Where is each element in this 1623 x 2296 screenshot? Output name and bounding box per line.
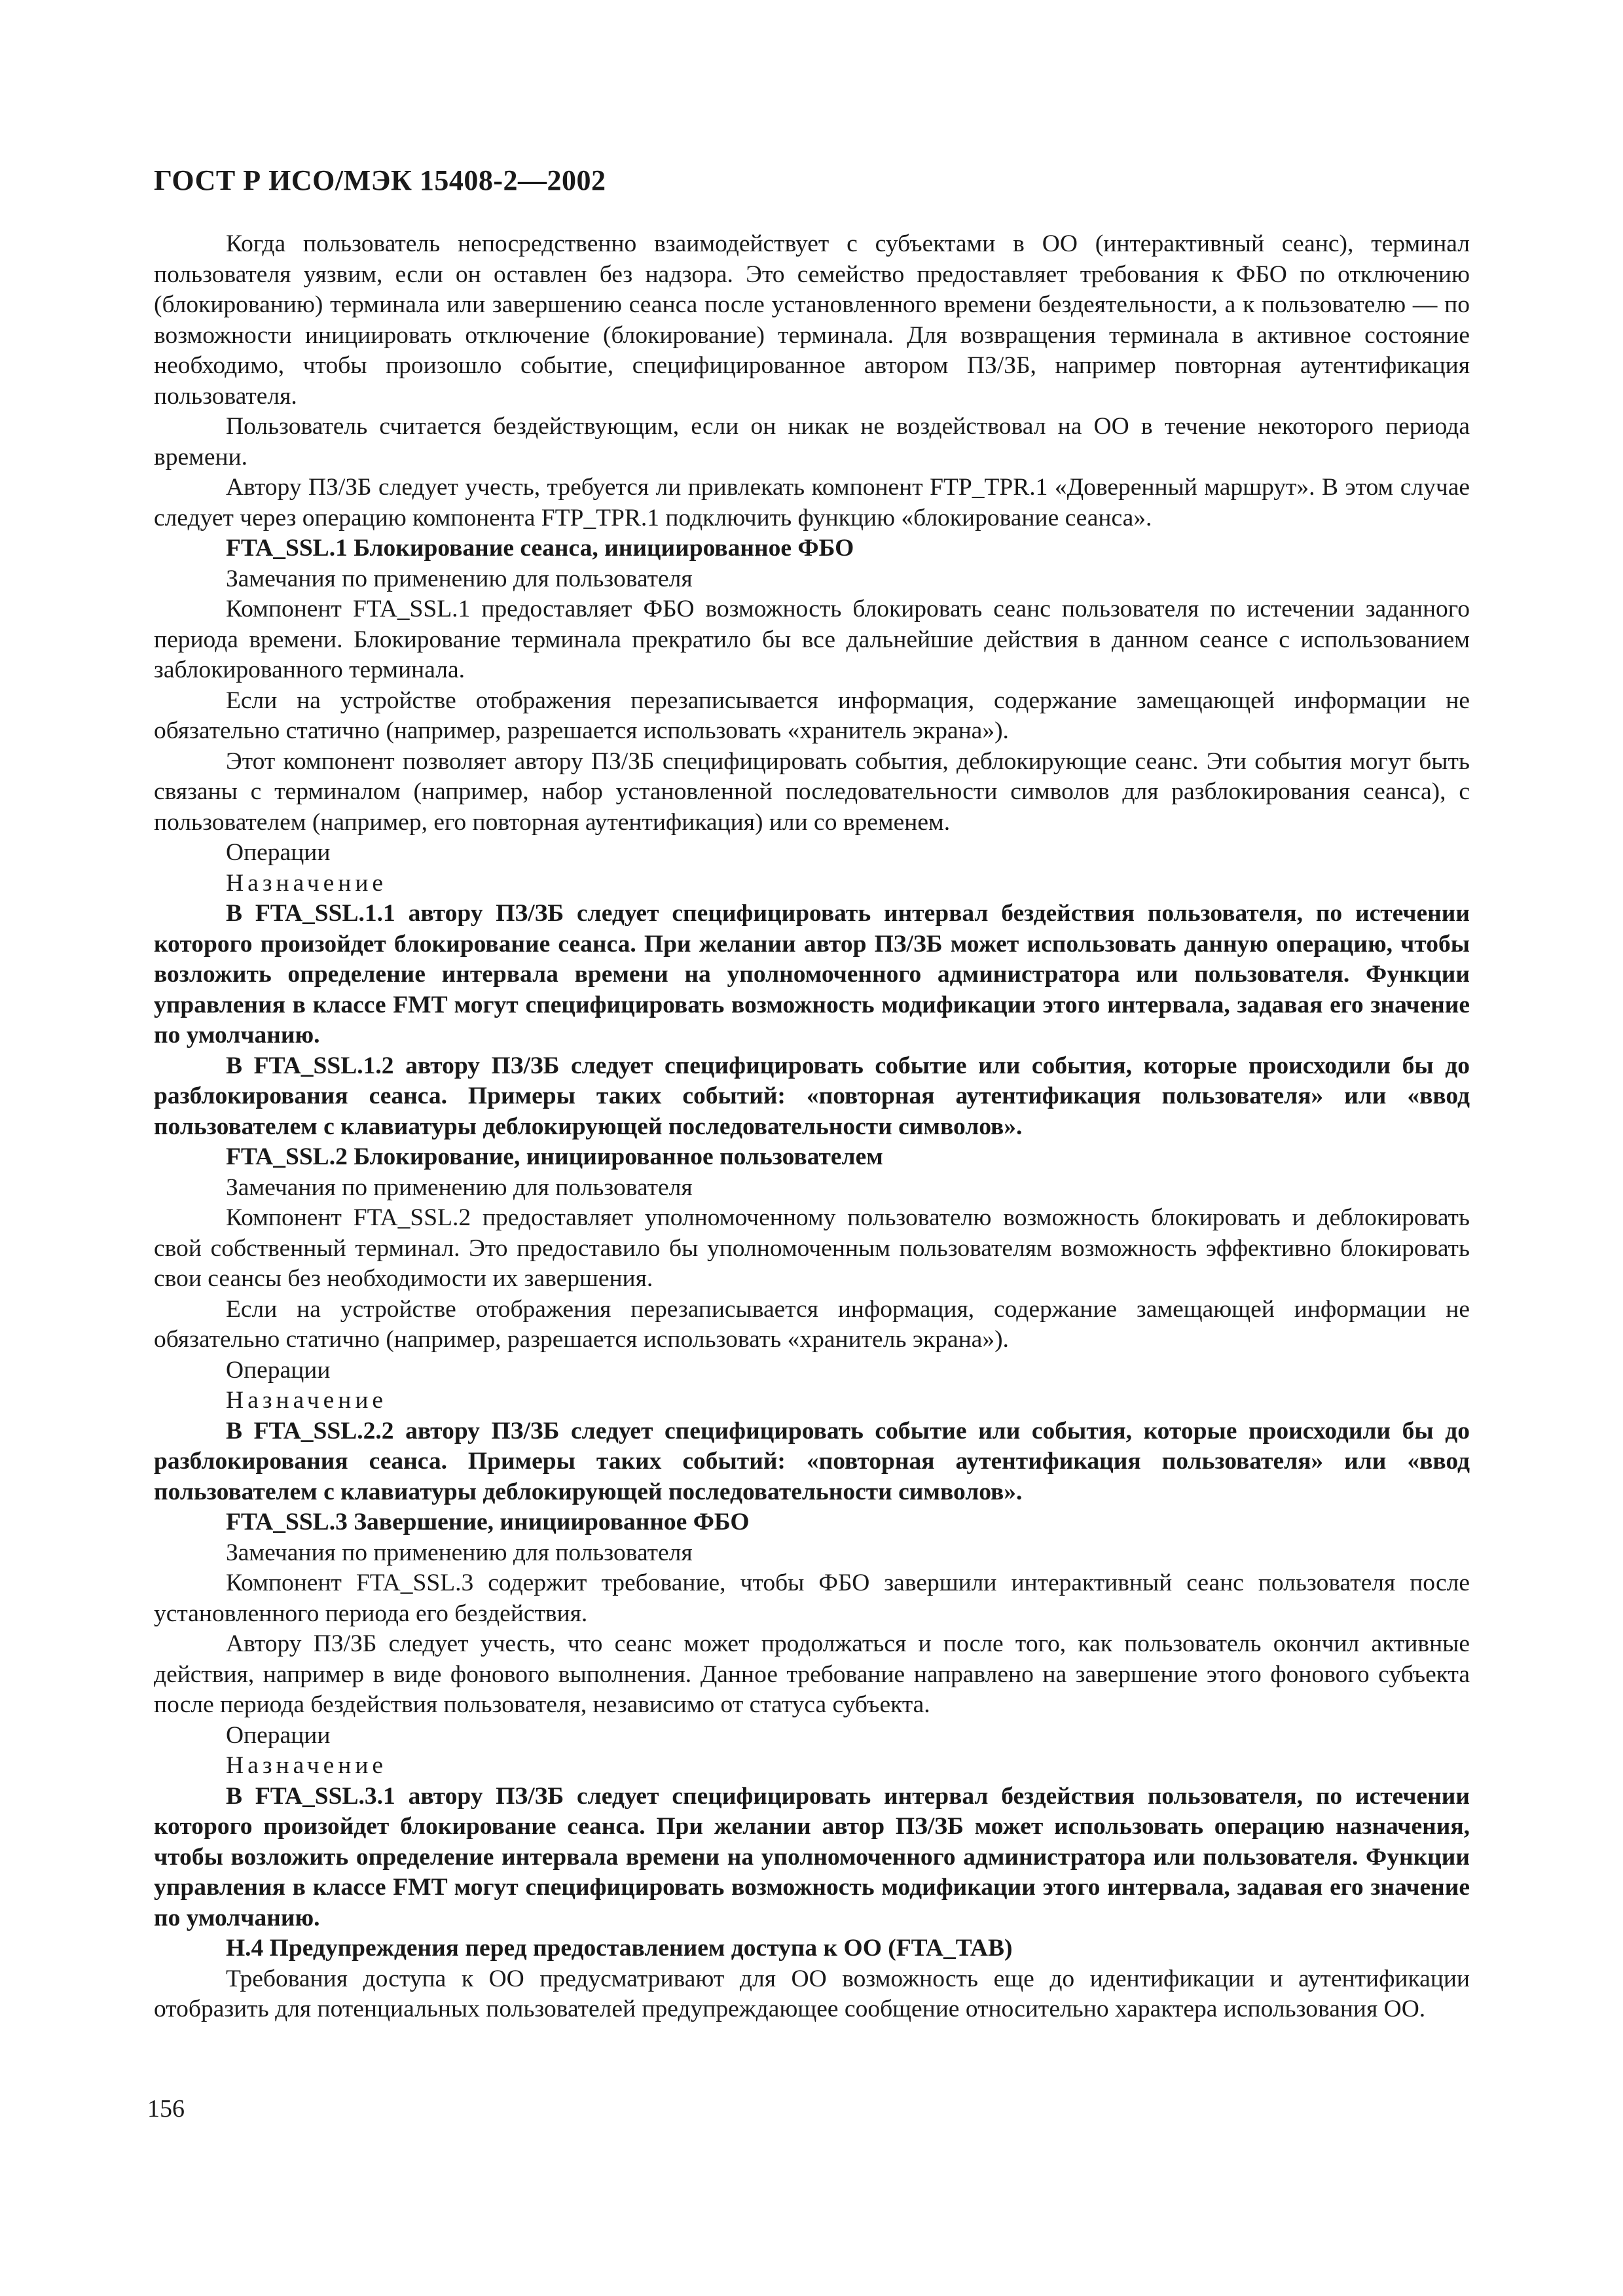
body-paragraph: Автору ПЗ/ЗБ следует учесть, что сеанс может продолжаться и после того, как пользователь окончил активные действия, например в виде фонового выполнения. Данное требование направлено на завершение этого фонового субъекта после периода бездействия пользователя, независимо от статуса субъекта. [154, 1630, 1470, 1718]
body-paragraph: Замечания по применению для пользователя [226, 565, 693, 592]
body-paragraph: Пользователь считается бездействующим, если он никак не воздействовал на ОО в течение некоторого периода времени. [154, 413, 1470, 471]
body-paragraph: Если на устройстве отображения перезаписывается информация, содержание замещающей информации не обязательно статично (например, разрешается использовать «хранитель экрана»). [154, 1295, 1470, 1353]
body-paragraph: Компонент FTA_SSL.1 предоставляет ФБО возможность блокировать сеанс пользователя по истечении заданного периода времени. Блокирование терминала прекратило бы все дальнейшие действия в данном сеансе с использованием заблокированного терминала. [154, 596, 1470, 683]
bold-paragraph: В FTA_SSL.1.1 автору ПЗ/ЗБ следует специфицировать интервал бездействия пользователя, по истечении которого произойдет блокирование сеанса. При желании автор ПЗ/ЗБ может использовать данную операцию, чтобы возложить определение интервала времени на уполномоченного администратора или пользователя. Функции управления в классе FMT могут специфицировать возможность модификации этого интервала, задавая его значение по умолчанию. [154, 900, 1470, 1049]
body-paragraph: Операции [226, 1356, 331, 1384]
body-paragraph: Требования доступа к ОО предусматривают для ОО возможность еще до идентификации и аутентификации отобразить для потенциальных пользователей предупреждающее сообщение относительно характера использования ОО. [154, 1965, 1470, 2022]
spaced-heading: Назначение [226, 1387, 388, 1414]
body-paragraph: Автору ПЗ/ЗБ следует учесть, требуется ли привлекать компонент FTP_TPR.1 «Доверенный маршрут». В этом случае следует через операцию компонента FTP_TPR.1 подключить функцию «блокирование сеанса». [154, 474, 1470, 531]
body-paragraph: Когда пользователь непосредственно взаимодействует с субъектами в ОО (интерактивный сеанс), терминал пользователя уязвим, если он оставлен без надзора. Это семейство предоставляет требования к ФБО по отключению (блокированию) терминала или завершению сеанса после установленного времени бездеятельности, а к пользователю — по возможности инициировать отключение (блокирование) терминала. Для возвращения терминала в активное состояние необходимо, чтобы произошло событие, специфицированное автором ПЗ/ЗБ, например повторная аутентификация пользователя. [154, 230, 1470, 410]
body-paragraph: Компонент FTA_SSL.3 содержит требование, чтобы ФБО завершили интерактивный сеанс пользователя после установленного периода его бездействия. [154, 1570, 1470, 1627]
spaced-heading: Назначение [226, 869, 388, 897]
page-number: 156 [147, 2095, 185, 2123]
body-paragraph: Операции [226, 1721, 331, 1749]
body-paragraph: Компонент FTA_SSL.2 предоставляет уполномоченному пользователю возможность блокировать и деблокировать свой собственный терминал. Это предоставило бы уполномоченным пользователям возможность эффективно блокировать свои сеансы без необходимости их завершения. [154, 1204, 1470, 1292]
bold-paragraph: В FTA_SSL.2.2 автору ПЗ/ЗБ следует специфицировать событие или события, которые происходили бы до разблокирования сеанса. Примеры таких событий: «повторная аутентификация пользователя» или «ввод пользователем с клавиатуры деблокирующей последовательности символов». [154, 1417, 1470, 1505]
body-paragraph: Этот компонент позволяет автору ПЗ/ЗБ специфицировать события, деблокирующие сеанс. Эти события могут быть связаны с терминалом (например, набор установленной последовательности символов для разблокирования сеанса), с пользователем (например, его повторная аутентификация) или со временем. [154, 747, 1470, 836]
body-paragraph: Замечания по применению для пользователя [226, 1174, 693, 1201]
body-paragraph: Операции [226, 839, 331, 866]
bold-paragraph: В FTA_SSL.1.2 автору ПЗ/ЗБ следует специфицировать событие или события, которые происходили бы до разблокирования сеанса. Примеры таких событий: «повторная аутентификация пользователя» или «ввод пользователем с клавиатуры деблокирующей последовательности символов». [154, 1052, 1470, 1140]
spaced-heading: Назначение [226, 1752, 388, 1779]
bold-paragraph: FTA_SSL.2 Блокирование, инициированное пользователем [226, 1143, 883, 1170]
document-header: ГОСТ Р ИСО/МЭК 15408-2—2002 [154, 164, 606, 196]
bold-paragraph: В FTA_SSL.3.1 автору ПЗ/ЗБ следует специфицировать интервал бездействия пользователя, по истечении которого произойдет блокирование сеанса. При желании автор ПЗ/ЗБ может использовать операцию назначения, чтобы возложить определение интервала времени на уполномоченного администратора или пользователя. Функции управления в классе FMT могут специфицировать возможность модификации этого интервала, задавая его значение по умолчанию. [154, 1782, 1470, 1931]
body-paragraph: Если на устройстве отображения перезаписывается информация, содержание замещающей информации не обязательно статично (например, разрешается использовать «хранитель экрана»). [154, 687, 1470, 744]
document-body [154, 229, 1470, 2025]
bold-paragraph: FTA_SSL.3 Завершение, инициированное ФБО [226, 1509, 750, 1535]
body-paragraph: Замечания по применению для пользователя [226, 1539, 693, 1566]
bold-paragraph: Н.4 Предупреждения перед предоставлением доступа к ОО (FTA_TAB) [226, 1935, 1013, 1962]
bold-paragraph: FTA_SSL.1 Блокирование сеанса, инициированное ФБО [226, 535, 854, 562]
